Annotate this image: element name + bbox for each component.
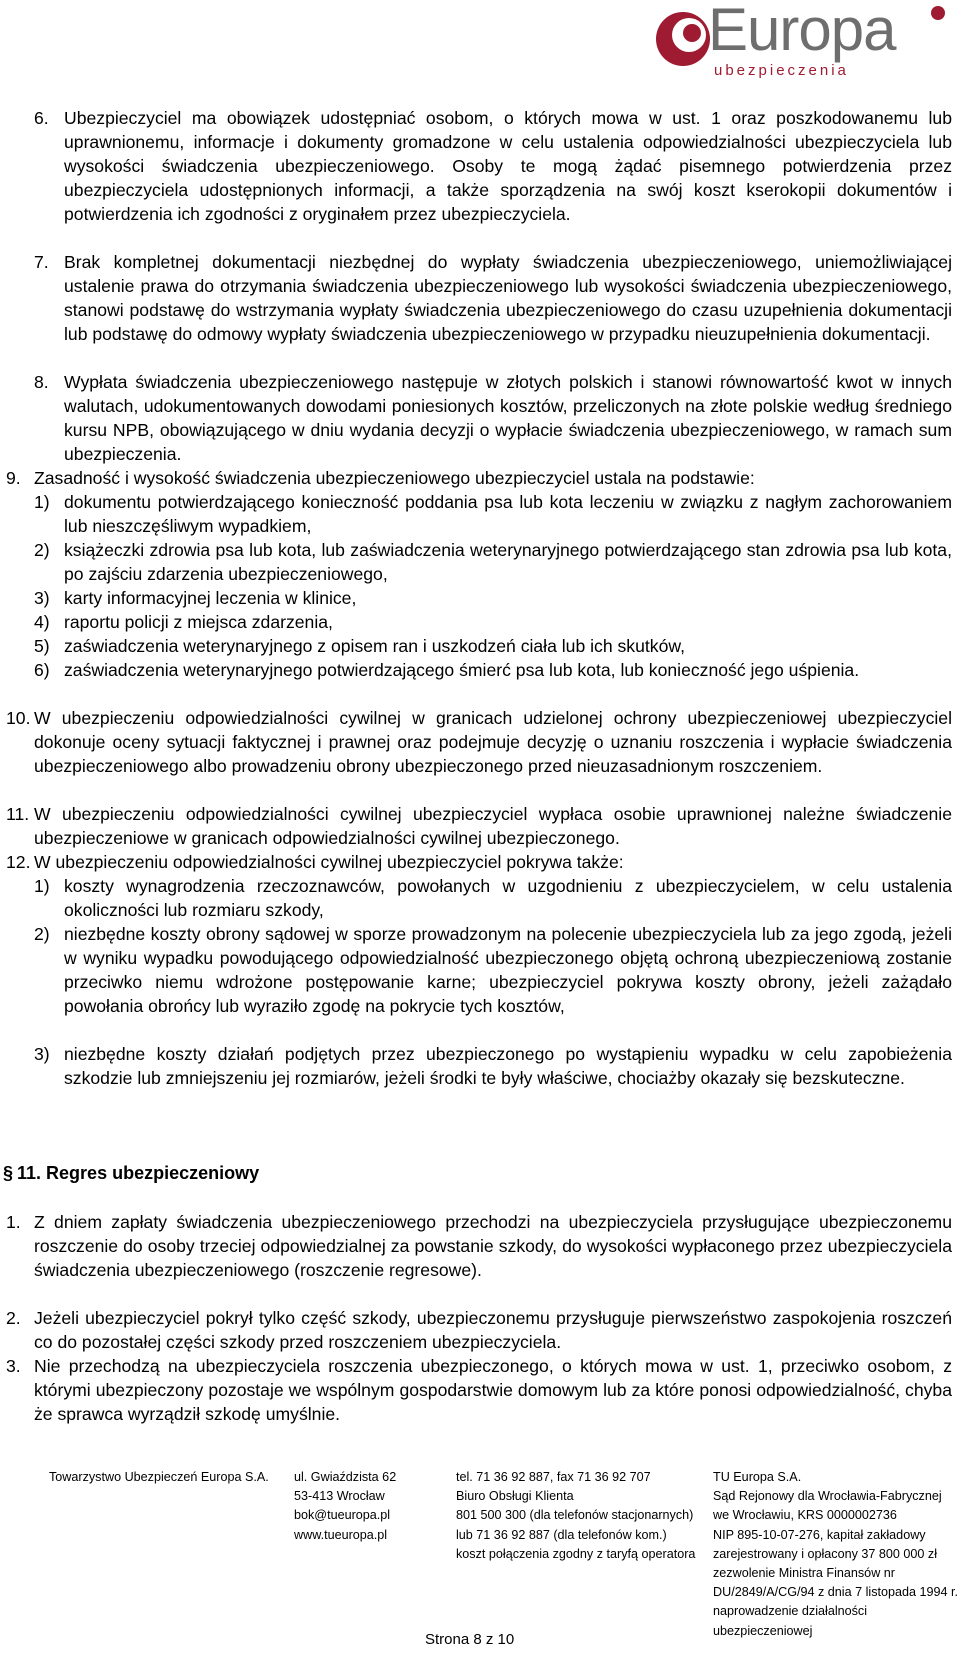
list-item-number: 4) — [34, 612, 50, 632]
paragraph-number: 10. — [6, 708, 31, 728]
paragraph-text: Zasadność i wysokość świadczenia ubezpieczeniowego ubezpieczyciel ustala na podstawie: — [34, 468, 755, 488]
paragraph-number: 2. — [6, 1308, 21, 1328]
list-item — [34, 538, 952, 586]
list-item — [34, 922, 952, 1018]
page-number: Strona 8 z 10 — [425, 1631, 515, 1648]
regres-paragraph-1 — [6, 1210, 952, 1282]
paragraph-12 — [6, 850, 952, 874]
paragraph-text: W ubezpieczeniu odpowiedzialności cywilnej w granicach udzielonej ochrony ubezpieczeniowej ubezpieczyciel dokonuje oceny sytuacji faktycznej i prawnej oraz podejmuje decyzję o uznaniu roszczenia i wypłacie świadczenia ubezpieczeniowego albo prowadzeniu obrony ubezpieczonego przed nieuzasadnionym roszczeniem. — [34, 708, 952, 776]
footer-reg-line: ubezpieczeniowej — [713, 1623, 813, 1638]
list-item-number: 2) — [34, 540, 50, 560]
footer-reg-line: TU Europa S.A. — [713, 1470, 802, 1484]
footer-address — [294, 1468, 396, 1545]
paragraph-number: 6. — [34, 108, 49, 128]
company-logo — [652, 2, 952, 82]
list-item — [34, 490, 952, 538]
logo-dot-icon — [929, 4, 947, 22]
paragraph-text: W ubezpieczeniu odpowiedzialności cywilnej ubezpieczyciel pokrywa także: — [34, 852, 624, 872]
paragraph-number: 3. — [6, 1356, 21, 1376]
list-item — [34, 1042, 952, 1090]
logo-subtitle: ubezpieczenia — [714, 62, 849, 79]
footer-reg-line: zarejestrowany i opłacony 37 800 000 zł — [713, 1546, 938, 1561]
paragraph-number: 7. — [34, 252, 49, 272]
paragraph-8 — [34, 370, 952, 466]
footer-reg-line: Sąd Rejonowy dla Wrocławia-Fabrycznej — [713, 1489, 942, 1504]
footer-reg-line: we Wrocławiu, KRS 0000002736 — [713, 1508, 897, 1523]
list-item — [34, 658, 952, 682]
list-item-text: niezbędne koszty obrony sądowej w sporze prowadzonym na polecenie ubezpieczyciela lub za jego zgodą, jeżeli w wyniku wypadku powodującego odpowiedzialność ubezpieczonego objętą ochroną ubezpieczeniową zostanie przeciwko niemu wdrożone postępowanie karne; ubezpieczyciel pokrywa koszty obrony, jeżeli zażądało powołania obrońcy lub wyraziło zgodę na pokrycie tych kosztów, — [64, 924, 952, 1016]
footer-reg-line: NIP 895-10-07-276, kapitał zakładowy — [713, 1527, 926, 1542]
footer-registration — [713, 1468, 958, 1641]
regres-paragraph-2 — [6, 1306, 952, 1354]
footer-landline: 801 500 300 (dla telefonów stacjonarnych) — [456, 1508, 694, 1523]
list-item-number: 3) — [34, 588, 50, 608]
list-item-text: niezbędne koszty działań podjętych przez ubezpieczonego po wystąpieniu wypadku w celu zapobieżenia szkodzie lub zmniejszeniu jej rozmiarów, jeżeli środki te były właściwe, chociażby okazały się bezskuteczne. — [64, 1044, 952, 1088]
paragraph-text: Nie przechodzą na ubezpieczyciela roszczenia ubezpieczonego, o których mowa w ust. 1, przeciwko osobom, z którymi ubezpieczony pozostaje we wspólnym gospodarstwie domowym lub za które ponosi odpowiedzialność, chyba że sprawca wyrządził szkodę umyślnie. — [34, 1356, 952, 1424]
list-item — [34, 634, 952, 658]
list-item-text: karty informacyjnej leczenia w klinice, — [64, 588, 357, 608]
paragraph-number: 11. — [6, 804, 30, 824]
footer-company — [49, 1468, 269, 1487]
regres-paragraph-3 — [6, 1354, 952, 1426]
list-item-number: 1) — [34, 492, 50, 512]
footer-mobile: lub 71 36 92 887 (dla telefonów kom.) — [456, 1527, 667, 1542]
list-item-text: zaświadczenia weterynaryjnego potwierdzającego śmierć psa lub kota, lub konieczność jego uśpienia. — [64, 660, 860, 680]
footer-street: ul. Gwiaździsta 62 — [294, 1470, 397, 1484]
footer-city: 53-413 Wrocław — [294, 1489, 385, 1504]
footer-service-label: Biuro Obsługi Klienta — [456, 1489, 574, 1504]
footer-website-link[interactable]: www.tueuropa.pl — [294, 1527, 388, 1542]
list-item — [34, 610, 952, 634]
paragraph-11 — [6, 802, 952, 850]
section-title-text: 11. Regres ubezpieczeniowy — [17, 1163, 260, 1183]
footer-reg-line: naprowadzenie działalności — [713, 1604, 868, 1619]
list-item-text: raportu policji z miejsca zdarzenia, — [64, 612, 333, 632]
paragraph-number: 8. — [34, 372, 49, 392]
footer-cost-note: koszt połączenia zgodny z taryfą operatora — [456, 1546, 696, 1561]
paragraph-6 — [34, 106, 952, 226]
list-item-text: zaświadczenia weterynaryjnego z opisem ran i uszkodzeń ciała lub ich skutków, — [64, 636, 685, 656]
footer-company-name: Towarzystwo Ubezpieczeń Europa S.A. — [49, 1470, 269, 1484]
footer-contact — [456, 1468, 695, 1564]
footer-reg-line: DU/2849/A/CG/94 z dnia 7 listopada 1994 r. — [713, 1585, 959, 1600]
paragraph-text: Brak kompletnej dokumentacji niezbędnej do wypłaty świadczenia ubezpieczeniowego, uniemożliwiającej ustalenie prawa do otrzymania świadczenia ubezpieczeniowego lub wysokości świadczenia ubezpieczeniowego, stanowi podstawę do wstrzymania wypłaty świadczenia ubezpieczeniowego do czasu uzupełnienia dokumentacji lub podstawę do odmowy wypłaty świadczenia ubezpieczeniowego w przypadku nieuzupełnienia dokumentacji. — [64, 252, 952, 344]
list-item — [34, 874, 952, 922]
list-item-number: 3) — [34, 1044, 50, 1064]
paragraph-number: 9. — [6, 468, 21, 488]
paragraph-10 — [6, 706, 952, 778]
footer-phone: tel. 71 36 92 887, fax 71 36 92 707 — [456, 1470, 651, 1484]
paragraph-number: 12. — [6, 852, 31, 872]
list-item-text: dokumentu potwierdzającego konieczność poddania psa lub kota leczeniu w związku z nagłym zachorowaniem lub nieszczęśliwym wypadkiem, — [64, 492, 952, 536]
paragraph-text: Wypłata świadczenia ubezpieczeniowego następuje w złotych polskich i stanowi równowartość kwot w innych walutach, udokumentowanych dowodami poniesionych kosztów, przeliczonych na złote polskie według średniego kursu NPB, obowiązującego w dniu wydania decyzji o wypłacie świadczenia ubezpieczeniowego, w ramach sum ubezpieczenia. — [64, 372, 952, 464]
footer-email-link[interactable]: bok@tueuropa.pl — [294, 1508, 391, 1523]
logo-wordmark: Europa — [708, 0, 896, 63]
paragraph-text: Ubezpieczyciel ma obowiązek udostępniać osobom, o których mowa w ust. 1 oraz poszkodowanemu lub uprawnionemu, informacje i dokumenty gromadzone w celu ustalenia odpowiedzialności ubezpieczyciela lub wysokości świadczenia ubezpieczeniowego. Osoby te mogą żądać pisemnego potwierdzenia przez ubezpieczyciela udostępnionych informacji, a także sporządzenia na swój koszt kserokopii dokumentów i potwierdzenia ich zgodności z oryginałem przez ubezpieczyciela. — [64, 108, 952, 224]
list-item-number: 5) — [34, 636, 50, 656]
footer-reg-line: zezwolenie Ministra Finansów nr — [713, 1566, 895, 1581]
paragraph-text: W ubezpieczeniu odpowiedzialności cywilnej ubezpieczyciel wypłaca osobie uprawnionej należne świadczenie ubezpieczeniowe w granicach odpowiedzialności cywilnej ubezpieczonego. — [34, 804, 952, 848]
list-item-number: 1) — [34, 876, 50, 896]
list-item-text: książeczki zdrowia psa lub kota, lub zaświadczenia weterynaryjnego potwierdzającego stan zdrowia psa lub kota, po zajściu zdarzenia ubezpieczeniowego, — [64, 540, 952, 584]
list-item-number: 6) — [34, 660, 50, 680]
paragraph-number: 1. — [6, 1212, 21, 1232]
section-sign: § — [3, 1163, 14, 1183]
paragraph-text: Z dniem zapłaty świadczenia ubezpieczeniowego przechodzi na ubezpieczyciela przysługujące ubezpieczonemu roszczenie do osoby trzeciej odpowiedzialnej za powstanie szkody, do wysokości wypłaconego przez ubezpieczyciela świadczenia ubezpieczeniowego (roszczenie regresowe). — [34, 1212, 952, 1280]
paragraph-7 — [34, 250, 952, 346]
paragraph-9 — [6, 466, 952, 490]
paragraph-text: Jeżeli ubezpieczyciel pokrył tylko część szkody, ubezpieczonemu przysługuje pierwszeństwo zaspokojenia roszczeń co do pozostałej części szkody przed roszczeniem ubezpieczyciela. — [34, 1308, 952, 1352]
list-item-text: koszty wynagrodzenia rzeczoznawców, powołanych w uzgodnieniu z ubezpieczycielem, w celu ustalenia okoliczności lub rozmiaru szkody, — [64, 876, 952, 920]
list-item — [34, 586, 952, 610]
logo-emblem-icon — [652, 8, 714, 70]
section-heading — [3, 1161, 259, 1185]
list-item-number: 2) — [34, 924, 50, 944]
